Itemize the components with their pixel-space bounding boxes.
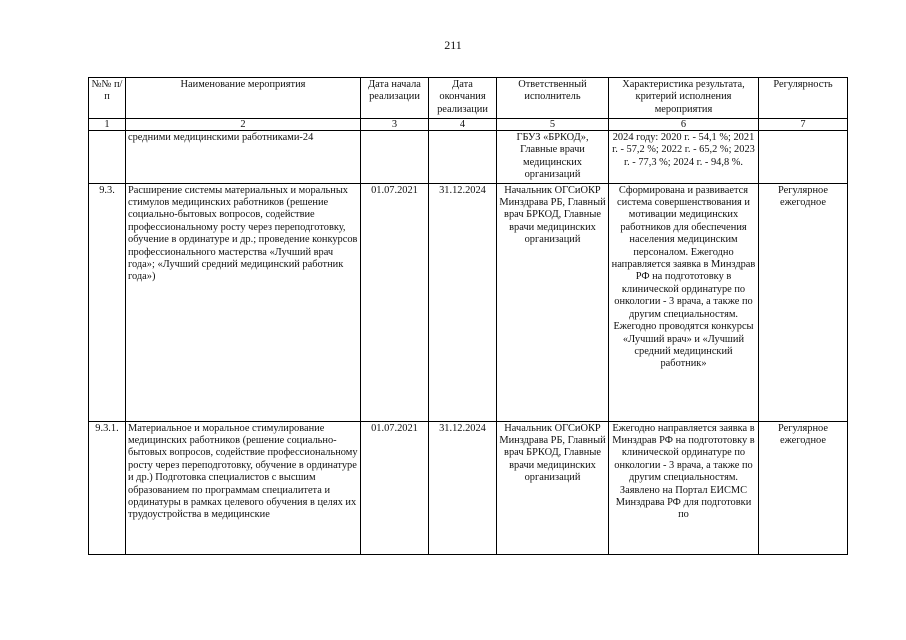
row-number	[89, 131, 126, 184]
start-date	[361, 131, 429, 184]
row-number: 9.3.1.	[89, 421, 126, 554]
column-number-row	[89, 119, 848, 131]
table-row	[89, 421, 848, 554]
activity-name: Материальное и моральное стимулирование медицинских работников (решение социально-бытовых вопросов, содействие профессиональному росту через переподготовку, обучение в ординатуре и др.) Подготовка специалистов с высшим образованием по программам специалитета и ординатуры в рамках целевого обучения в целях их трудоустройства в медицинские	[126, 421, 361, 554]
column-number: 6	[609, 119, 759, 131]
activities-table	[88, 77, 848, 555]
result: Сформирована и развивается система совершенствования и мотивации медицинских работников для обеспечения населения медицинским персоналом. Ежегодно направляется заявка в Минздрав РФ на подгототовку в клинической ординатуре по онкологии - 3 врача, а также по другим специальностям. Ежегодно проводятся конкурсы «Лучший врач» и «Лучший средний медицинский работник»	[609, 183, 759, 421]
end-date: 31.12.2024	[429, 183, 497, 421]
activity-name: Расширение системы материальных и моральных стимулов медицинских работников (решение социально-бытовых вопросов, содействие профессиональному росту через переподготовку, обучение в ординатуре и др.; проведение конкурсов профессионального мастерства «Лучший врач года»; «Лучший средний медицинский работник года»)	[126, 183, 361, 421]
header-end-date: Дата окончания реализации	[429, 78, 497, 119]
regularity	[759, 131, 848, 184]
regularity: Регулярное ежегодное	[759, 183, 848, 421]
regularity: Регулярное ежегодное	[759, 421, 848, 554]
header-row	[89, 78, 848, 119]
header-number: №№ п/п	[89, 78, 126, 119]
result: 2024 году: 2020 г. - 54,1 %; 2021 г. - 57,2 %; 2022 г. - 65,2 %; 2023 г. - 77,3 %; 2024 г. - 94,8 %.	[609, 131, 759, 184]
table-row	[89, 131, 848, 184]
header-start-date: Дата начала реализации	[361, 78, 429, 119]
column-number: 3	[361, 119, 429, 131]
start-date: 01.07.2021	[361, 421, 429, 554]
result: Ежегодно направляется заявка в Минздрав РФ на подгототовку в клинической ординатуре по онкологии - 3 врача, а также по другим специальностям. Заявлено на Портал ЕИСМС Минздрава РФ для подготовки по	[609, 421, 759, 554]
header-responsible: Ответственный исполнитель	[497, 78, 609, 119]
responsible: Начальник ОГСиОКР Минздрава РБ, Главный врач БРКОД, Главные врачи медицинских организаций	[497, 183, 609, 421]
column-number: 7	[759, 119, 848, 131]
end-date: 31.12.2024	[429, 421, 497, 554]
column-number: 5	[497, 119, 609, 131]
table-row	[89, 183, 848, 421]
header-result: Характеристика результата, критерий исполнения мероприятия	[609, 78, 759, 119]
activity-name: средними медицинскими работниками-24	[126, 131, 361, 184]
responsible: Начальник ОГСиОКР Минздрава РБ, Главный врач БРКОД, Главные врачи медицинских организаций	[497, 421, 609, 554]
column-number: 4	[429, 119, 497, 131]
column-number: 2	[126, 119, 361, 131]
row-number: 9.3.	[89, 183, 126, 421]
column-number: 1	[89, 119, 126, 131]
page-number: 211	[444, 38, 462, 52]
start-date: 01.07.2021	[361, 183, 429, 421]
header-regularity: Регулярность	[759, 78, 848, 119]
end-date	[429, 131, 497, 184]
header-activity-name: Наименование мероприятия	[126, 78, 361, 119]
responsible: ГБУЗ «БРКОД», Главные врачи медицинских организаций	[497, 131, 609, 184]
